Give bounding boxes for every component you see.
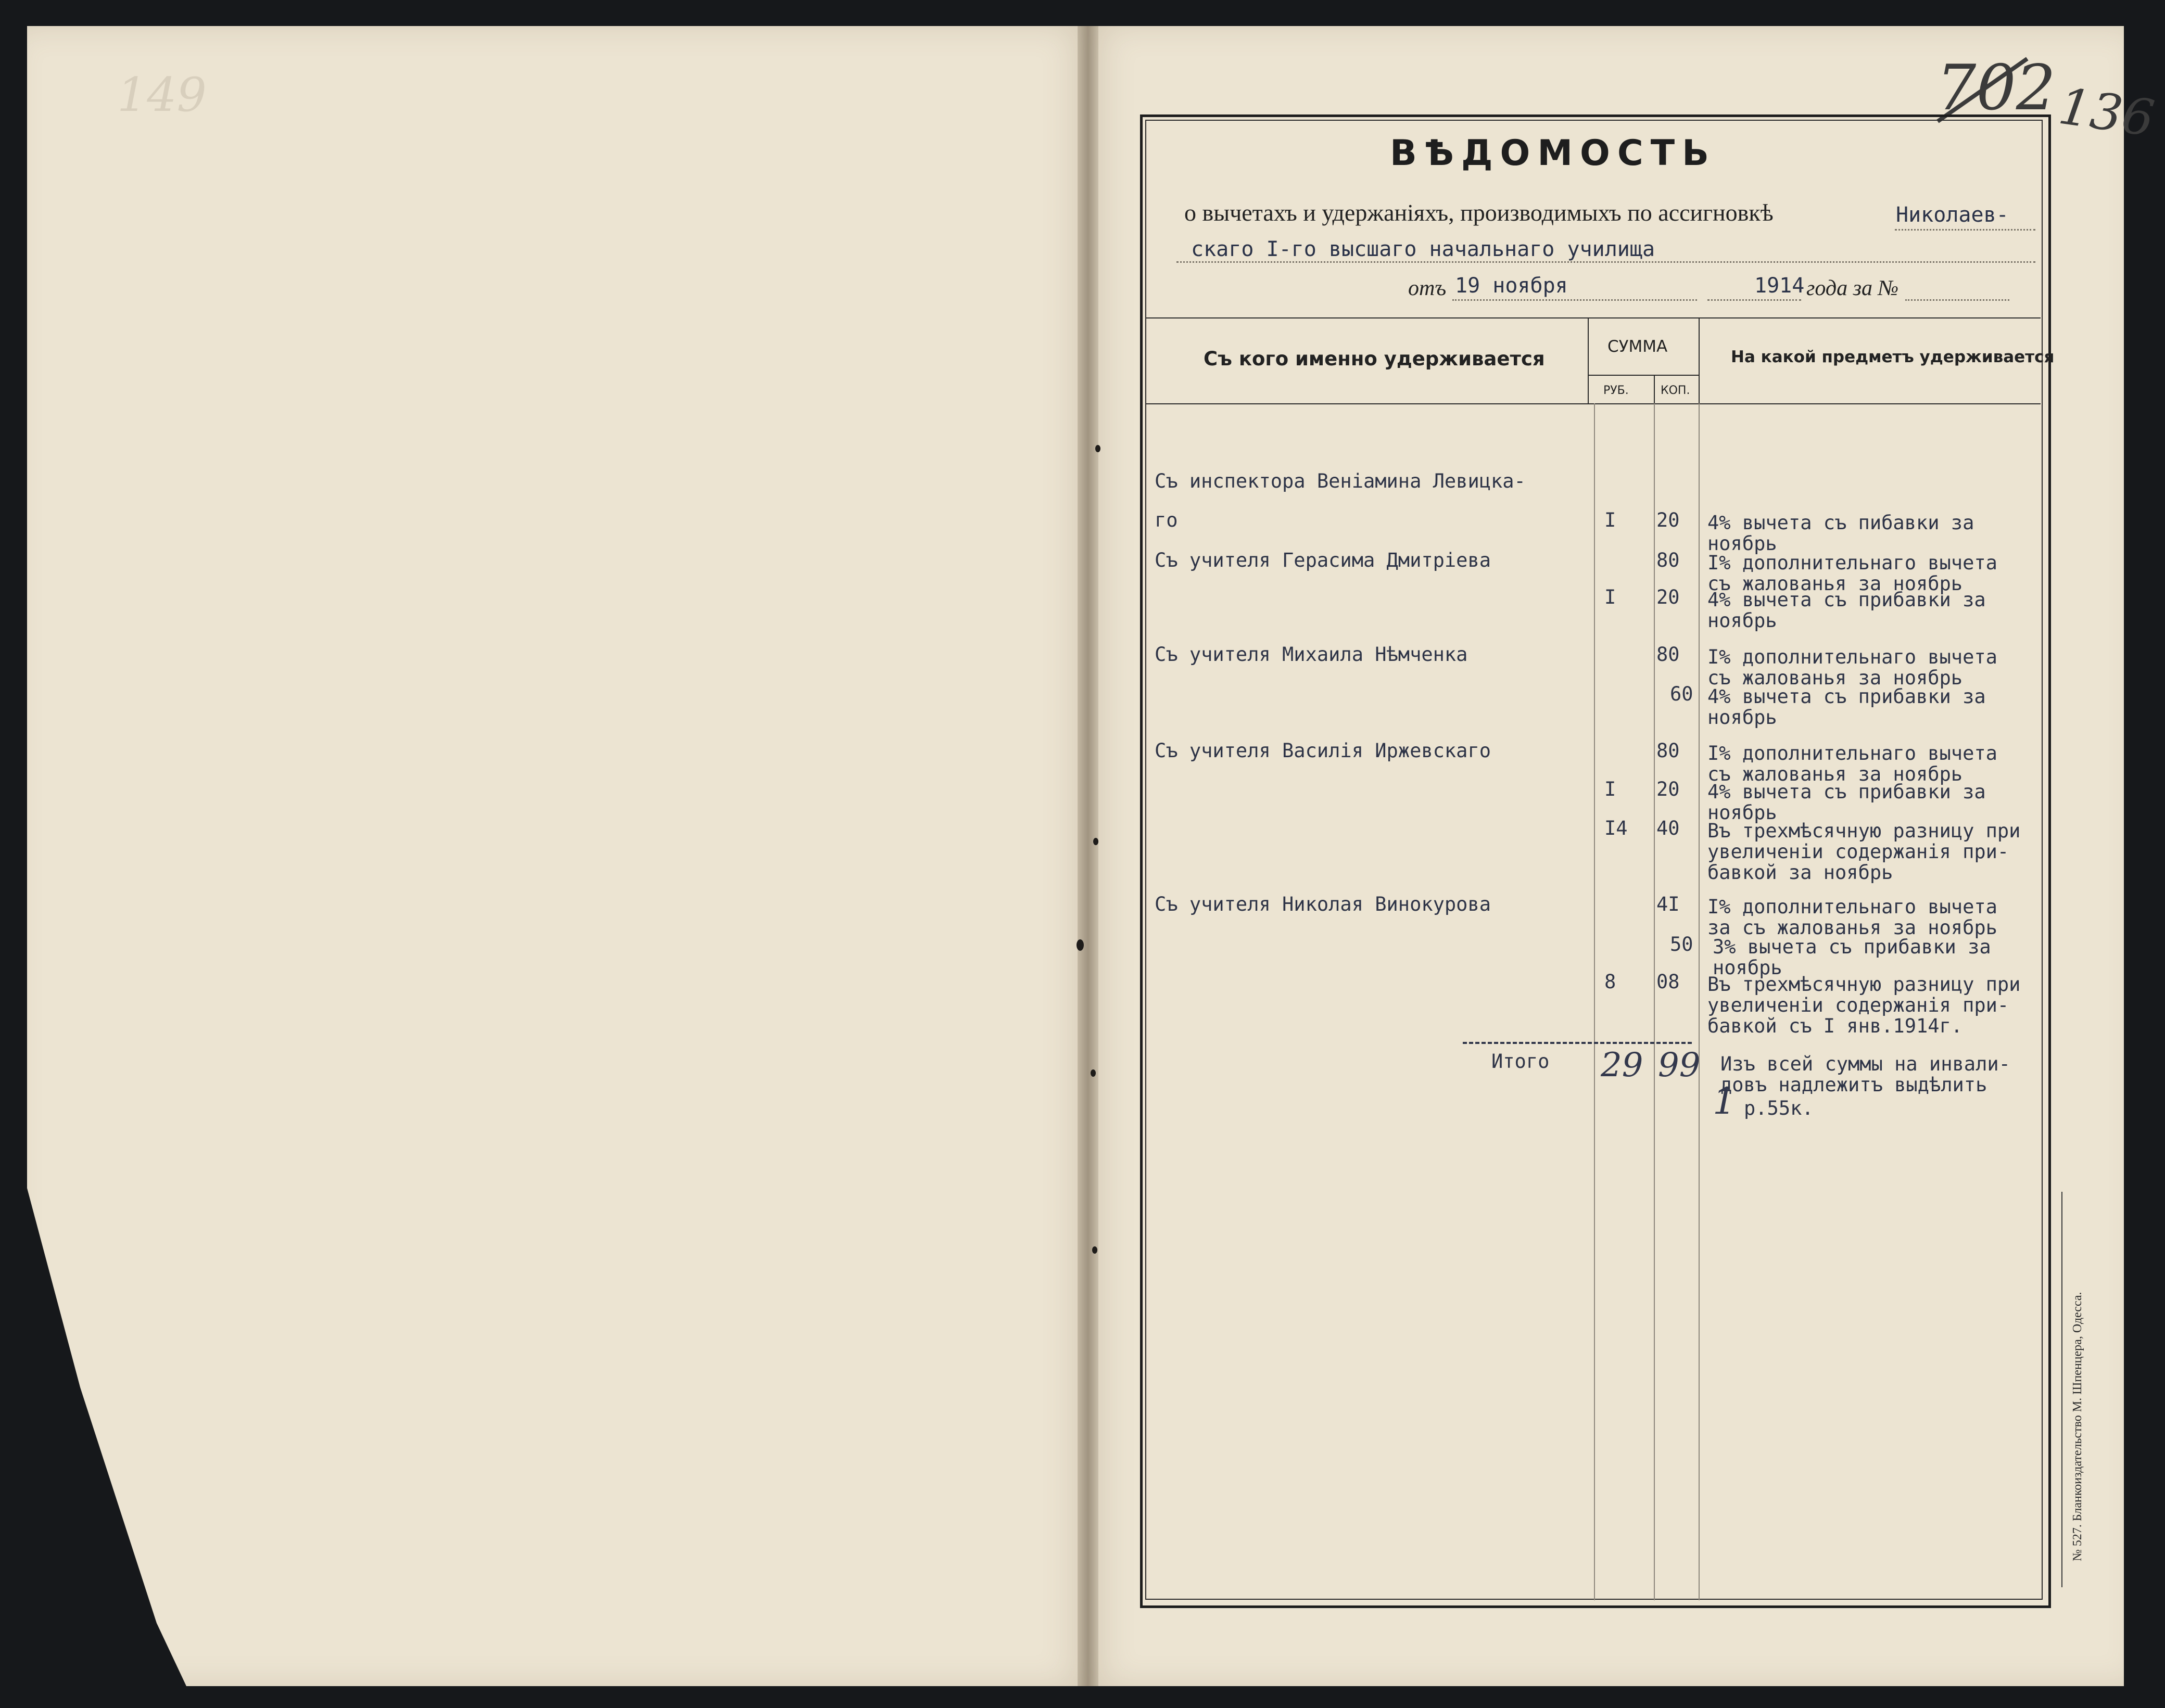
printer-imprint: № 527. Бланкоиздательство М. Шпенцера, Одесса.: [2071, 1292, 2084, 1561]
col-line-faint: [1594, 403, 1595, 1600]
book-spine: [1078, 26, 1098, 1686]
faint-left-number: 149: [117, 68, 207, 122]
imprint-rule: [2061, 1192, 2062, 1587]
row-kop: 60: [1670, 683, 1693, 705]
row-kop: 40: [1656, 817, 1680, 839]
archive-page-number: 136: [2055, 77, 2158, 148]
col-header-kop: КОП.: [1661, 384, 1690, 397]
row-what: I% дополнительнаго вычета съ жалованья за ноябрь: [1707, 552, 1997, 595]
left-page-blank: [27, 26, 1089, 1686]
total-rub: 29: [1601, 1046, 1643, 1085]
row-kop: 4I: [1656, 893, 1680, 915]
binding-hole: [1077, 939, 1084, 951]
subtitle-typed-2: скаго I-го высшаго начальнаго училища: [1191, 237, 1655, 261]
total-label: Итого: [1491, 1050, 1550, 1073]
subtitle-typed-1: Николаев-: [1896, 203, 2009, 227]
row-kop: 08: [1656, 971, 1680, 993]
row-rub: I: [1604, 778, 1616, 800]
year-typed: 1914: [1754, 274, 1805, 298]
row-rub: I: [1604, 509, 1616, 531]
row-who: Съ инспектора Веніамина Левицка-: [1155, 470, 1526, 492]
date-suffix: года за №: [1806, 276, 1899, 300]
binding-hole: [1095, 445, 1100, 452]
dotted-line: [1176, 261, 2035, 263]
row-kop: 50: [1670, 933, 1693, 955]
row-kop: 80: [1656, 643, 1680, 666]
binding-hole: [1092, 1246, 1097, 1254]
col-header-who: Съ кого именно удерживается: [1204, 348, 1545, 370]
row-what: 4% вычета съ пибавки за ноябрь: [1707, 512, 1974, 555]
row-what: 4% вычета съ прибавки за ноябрь: [1707, 685, 1986, 729]
dotted-line: [1895, 229, 2035, 231]
row-who: Съ учителя Герасима Дмитріева: [1155, 549, 1491, 571]
row-kop: 20: [1656, 586, 1680, 608]
invalid-rest: р.55к.: [1744, 1097, 1814, 1119]
row-who: Съ учителя Василія Иржевскаго: [1155, 740, 1491, 762]
form-title: ВѢДОМОСТЬ: [1390, 133, 1716, 174]
total-note: Изъ всей суммы на инвали- довъ надлежитъ выдѣлить: [1720, 1053, 2010, 1096]
row-what: I% дополнительнаго вычета за съ жалованья за ноябрь: [1707, 896, 1997, 939]
sum-subheader-rule: [1588, 375, 1699, 376]
row-who: Съ учителя Николая Винокурова: [1155, 893, 1491, 915]
row-what: 4% вычета съ прибавки за ноябрь: [1707, 589, 1986, 632]
dotted-line: [1707, 299, 1801, 301]
subtitle-printed: о вычетахъ и удержаніяхъ, производимыхъ по ассигновкѣ: [1184, 199, 1774, 226]
binding-hole: [1093, 838, 1098, 845]
row-kop: 80: [1656, 549, 1680, 571]
total-dash-line: [1463, 1042, 1692, 1044]
row-kop: 20: [1656, 778, 1680, 800]
col-line-faint: [1654, 403, 1655, 1600]
row-kop: 20: [1656, 509, 1680, 531]
invalid-rub: 1: [1713, 1080, 1736, 1123]
row-what: I% дополнительнаго вычета съ жалованья за ноябрь: [1707, 646, 1997, 689]
dotted-line: [1452, 299, 1697, 301]
total-kop: 99: [1658, 1046, 1701, 1085]
row-rub: I4: [1604, 817, 1628, 839]
col-divider: [1699, 317, 1700, 403]
date-typed: 19 ноября: [1455, 274, 1568, 298]
archive-number-crossed: 702: [1936, 52, 2056, 124]
col-line-faint: [1699, 403, 1700, 1600]
col-header-rub: РУБ.: [1603, 384, 1629, 397]
row-what: Въ трехмѣсячную разницу при увеличеніи содержанія при- бавкой за ноябрь: [1707, 820, 2021, 884]
table-header-rule: [1145, 403, 2041, 404]
row-what: I% дополнительнаго вычета съ жалованья за ноябрь: [1707, 742, 1997, 785]
date-prefix: отъ: [1408, 276, 1447, 300]
binding-hole: [1091, 1069, 1096, 1077]
col-divider: [1654, 375, 1655, 403]
row-what: Въ трехмѣсячную разницу при увеличеніи содержанія при- бавкой съ I янв.1914г.: [1707, 973, 2021, 1037]
row-who: Съ учителя Михаила Нѣмченка: [1155, 643, 1468, 666]
row-kop: 80: [1656, 740, 1680, 762]
dotted-line: [1905, 299, 2009, 301]
table-top-rule: [1145, 317, 2041, 318]
col-header-sum: СУММА: [1607, 337, 1668, 356]
row-who: го: [1155, 509, 1178, 531]
row-what: 3% вычета съ прибавки за ноябрь: [1713, 936, 1991, 979]
col-header-what: На какой предметъ удерживается: [1731, 348, 2055, 366]
row-what: 4% вычета съ прибавки за ноябрь: [1707, 781, 1986, 824]
row-rub: 8: [1604, 971, 1616, 993]
col-divider: [1588, 317, 1589, 403]
row-rub: I: [1604, 586, 1616, 608]
